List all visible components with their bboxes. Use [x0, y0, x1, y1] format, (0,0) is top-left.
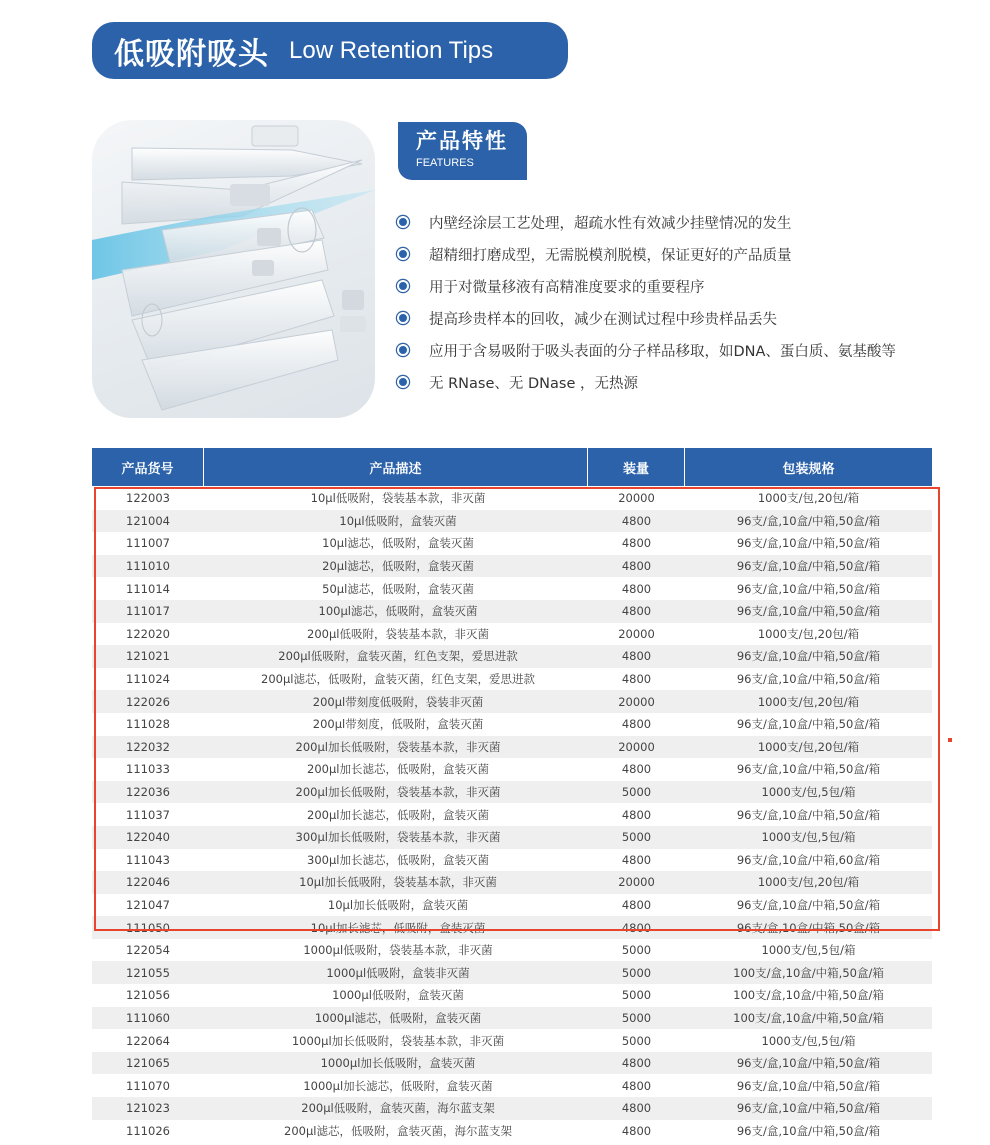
table-row: [92, 1120, 932, 1143]
feature-text: 内壁经涂层工艺处理，超疏水性有效减少挂壁情况的发生: [429, 215, 792, 232]
bullet-icon: [399, 218, 407, 226]
cell-quantity: 4800: [621, 649, 652, 664]
table-row: [92, 690, 932, 713]
cell-item-number: 121023: [126, 1101, 170, 1116]
cell-packaging: 96支/盒,10盒/中箱,50盒/箱: [736, 604, 881, 619]
bullet-icon: [399, 314, 407, 322]
cell-packaging: 96支/盒,10盒/中箱,50盒/箱: [736, 1101, 881, 1116]
feature-item: [396, 238, 896, 270]
cell-description: 200μl加长滤芯，低吸附，盒装灭菌: [307, 807, 489, 822]
cell-item-number: 111037: [126, 807, 170, 822]
cell-packaging: 96支/盒,10盒/中箱,50盒/箱: [736, 513, 881, 528]
table-row: [92, 871, 932, 894]
table-row: [92, 555, 932, 578]
table-row: [92, 984, 932, 1007]
header-item-number: 产品货号: [92, 448, 204, 486]
cell-packaging: 96支/盒,10盒/中箱,50盒/箱: [736, 536, 881, 551]
cell-description: 200μl加长低吸附，袋装基本款，非灭菌: [295, 785, 501, 800]
cell-description: 10μl低吸附，袋装基本款，非灭菌: [310, 491, 486, 506]
cell-quantity: 20000: [618, 491, 655, 506]
cell-description: 1000μl加长低吸附，袋装基本款，非灭菌: [291, 1033, 505, 1048]
cell-quantity: 20000: [618, 694, 655, 709]
header-quantity: 装量: [588, 448, 685, 486]
cell-description: 10μl滤芯，低吸附，盒装灭菌: [322, 536, 474, 551]
cell-description: 10μl低吸附，盒装灭菌: [339, 513, 457, 528]
cell-item-number: 111014: [126, 581, 170, 596]
cell-packaging: 100支/盒,10盒/中箱,50盒/箱: [733, 965, 884, 980]
cell-description: 200μl低吸附，袋装基本款，非灭菌: [307, 626, 489, 641]
table-row: [92, 826, 932, 849]
cell-description: 10μl加长低吸附，盒装灭菌: [327, 897, 469, 912]
cell-description: 1000μl低吸附，盒装非灭菌: [326, 965, 470, 980]
cell-quantity: 4800: [621, 672, 652, 687]
bullet-icon: [399, 378, 407, 386]
table-row: [92, 781, 932, 804]
title-cn: 低吸附吸头: [114, 36, 269, 72]
cell-quantity: 5000: [621, 988, 652, 1003]
cell-description: 10μl加长滤芯，低吸附，盒装灭菌: [310, 920, 486, 935]
cell-description: 1000μl加长低吸附，盒装灭菌: [320, 1056, 476, 1071]
pipette-tips-illustration: [92, 120, 375, 418]
cell-item-number: 121004: [126, 513, 170, 528]
cell-description: 50μl滤芯，低吸附，盒装灭菌: [322, 581, 474, 596]
feature-text: 应用于含易吸附于吸头表面的分子样品移取，如DNA、蛋白质、氨基酸等: [429, 343, 896, 360]
feature-item: [396, 366, 896, 398]
table-row: [92, 600, 932, 623]
cell-description: 1000μl滤芯，低吸附，盒装灭菌: [314, 1010, 482, 1025]
cell-item-number: 121055: [126, 965, 170, 980]
feature-item: [396, 334, 896, 366]
cell-item-number: 122032: [126, 739, 170, 754]
table-row: [92, 803, 932, 826]
features-badge-en: FEATURES: [416, 157, 474, 169]
cell-item-number: 122003: [126, 491, 170, 506]
cell-item-number: 111028: [126, 717, 170, 732]
cell-description: 1000μl加长滤芯，低吸附，盒装灭菌: [303, 1078, 493, 1093]
table-row: [92, 916, 932, 939]
cell-item-number: 111070: [126, 1078, 170, 1093]
cell-quantity: 4800: [621, 604, 652, 619]
cell-item-number: 121065: [126, 1056, 170, 1071]
cell-quantity: 4800: [621, 897, 652, 912]
cell-packaging: 1000支/包,5包/箱: [761, 830, 856, 845]
cell-quantity: 4800: [621, 1078, 652, 1093]
feature-item: [396, 206, 896, 238]
cell-packaging: 96支/盒,10盒/中箱,60盒/箱: [736, 852, 881, 867]
feature-text: 超精细打磨成型，无需脱模剂脱模，保证更好的产品质量: [429, 247, 792, 264]
table-row: [92, 645, 932, 668]
cell-quantity: 4800: [621, 717, 652, 732]
table-row: [92, 1029, 932, 1052]
cell-item-number: 121056: [126, 988, 170, 1003]
cell-packaging: 96支/盒,10盒/中箱,50盒/箱: [736, 559, 881, 574]
table-row: [92, 894, 932, 917]
cell-packaging: 100支/盒,10盒/中箱,50盒/箱: [733, 1010, 884, 1025]
cell-packaging: 1000支/包,20包/箱: [757, 626, 860, 641]
cell-packaging: 1000支/包,5包/箱: [761, 785, 856, 800]
cell-description: 200μl加长滤芯，低吸附，盒装灭菌: [307, 762, 489, 777]
product-table: [92, 487, 932, 1142]
cell-quantity: 5000: [621, 1010, 652, 1025]
cell-quantity: 20000: [618, 626, 655, 641]
cell-packaging: 96支/盒,10盒/中箱,50盒/箱: [736, 581, 881, 596]
cell-description: 200μl低吸附，盒装灭菌，海尔蓝支架: [301, 1101, 495, 1116]
header-packaging: 包装规格: [782, 461, 835, 477]
product-photo: [92, 120, 375, 418]
cell-item-number: 111017: [126, 604, 170, 619]
cell-description: 300μl加长滤芯，低吸附，盒装灭菌: [307, 852, 489, 867]
cell-item-number: 111010: [126, 559, 170, 574]
cell-packaging: 1000支/包,20包/箱: [757, 739, 860, 754]
feature-text: 无 RNase、无 DNase ，无热源: [429, 375, 638, 392]
cell-packaging: 96支/盒,10盒/中箱,50盒/箱: [736, 897, 881, 912]
cell-packaging: 1000支/包,20包/箱: [757, 491, 860, 506]
feature-text: 用于对微量移液有高精准度要求的重要程序: [429, 279, 705, 296]
cell-quantity: 4800: [621, 1056, 652, 1071]
cell-packaging: 96支/盒,10盒/中箱,50盒/箱: [736, 807, 881, 822]
cell-quantity: 5000: [621, 943, 652, 958]
cell-description: 200μl带刻度，低吸附，盒装灭菌: [312, 717, 484, 732]
cell-item-number: 122046: [126, 875, 170, 890]
cell-quantity: 4800: [621, 852, 652, 867]
cell-item-number: 111007: [126, 536, 170, 551]
cell-item-number: 122036: [126, 785, 170, 800]
title-banner: [92, 22, 568, 79]
title-en: Low Retention Tips: [289, 36, 494, 64]
cell-quantity: 5000: [621, 830, 652, 845]
table-row: [92, 668, 932, 691]
cell-item-number: 111043: [126, 852, 170, 867]
table-row: [92, 1097, 932, 1120]
cell-packaging: 96支/盒,10盒/中箱,50盒/箱: [736, 649, 881, 664]
cell-quantity: 20000: [618, 739, 655, 754]
features-badge: [398, 122, 527, 180]
cell-packaging: 96支/盒,10盒/中箱,50盒/箱: [736, 920, 881, 935]
features-list: [396, 206, 896, 398]
cell-item-number: 111033: [126, 762, 170, 777]
table-row: [92, 532, 932, 555]
table-header: [92, 448, 932, 486]
cell-description: 10μl加长低吸附，袋装基本款，非灭菌: [299, 875, 497, 890]
cell-packaging: 96支/盒,10盒/中箱,50盒/箱: [736, 672, 881, 687]
cell-quantity: 4800: [621, 1123, 652, 1138]
cell-packaging: 1000支/包,20包/箱: [757, 694, 860, 709]
cell-description: 1000μl低吸附，盒装灭菌: [332, 988, 464, 1003]
table-row: [92, 961, 932, 984]
cell-packaging: 96支/盒,10盒/中箱,50盒/箱: [736, 1078, 881, 1093]
bullet-icon: [399, 282, 407, 290]
cell-description: 1000μl低吸附，袋装基本款，非灭菌: [303, 943, 493, 958]
bullet-icon: [399, 346, 407, 354]
cell-packaging: 96支/盒,10盒/中箱,50盒/箱: [736, 717, 881, 732]
cell-item-number: 122020: [126, 626, 170, 641]
feature-text: 提高珍贵样本的回收，减少在测试过程中珍贵样品丢失: [429, 311, 777, 328]
cell-item-number: 111026: [126, 1123, 170, 1138]
cell-description: 200μl滤芯，低吸附，盒装灭菌，海尔蓝支架: [284, 1123, 512, 1138]
cell-item-number: 122040: [126, 830, 170, 845]
table-row: [92, 939, 932, 962]
table-row: [92, 1074, 932, 1097]
cell-quantity: 5000: [621, 965, 652, 980]
bullet-icon: [399, 250, 407, 258]
table-row: [92, 487, 932, 510]
cell-item-number: 122026: [126, 694, 170, 709]
cell-description: 20μl滤芯，低吸附，盒装灭菌: [322, 559, 474, 574]
cell-description: 200μl低吸附，盒装灭菌，红色支架，爱思进款: [278, 649, 518, 664]
cell-item-number: 122054: [126, 943, 170, 958]
cell-item-number: 111060: [126, 1010, 170, 1025]
cell-packaging: 1000支/包,5包/箱: [761, 1033, 856, 1048]
cell-item-number: 122064: [126, 1033, 170, 1048]
cell-quantity: 20000: [618, 875, 655, 890]
cell-quantity: 4800: [621, 920, 652, 935]
header-description: 产品描述: [204, 448, 588, 486]
cell-quantity: 4800: [621, 1101, 652, 1116]
cell-packaging: 1000支/包,20包/箱: [757, 875, 860, 890]
cell-quantity: 4800: [621, 536, 652, 551]
table-row: [92, 577, 932, 600]
cell-item-number: 111050: [126, 920, 170, 935]
cell-item-number: 121021: [126, 649, 170, 664]
table-row: [92, 1052, 932, 1075]
cell-quantity: 5000: [621, 1033, 652, 1048]
cell-packaging: 96支/盒,10盒/中箱,50盒/箱: [736, 762, 881, 777]
red-marker: [948, 738, 952, 742]
cell-packaging: 96支/盒,10盒/中箱,50盒/箱: [736, 1123, 881, 1138]
feature-item: [396, 270, 896, 302]
cell-description: 200μl带刻度低吸附，袋装非灭菌: [312, 694, 484, 709]
cell-quantity: 4800: [621, 807, 652, 822]
cell-description: 200μl滤芯，低吸附，盒装灭菌，红色支架，爱思进款: [261, 672, 535, 687]
table-row: [92, 758, 932, 781]
table-row: [92, 849, 932, 872]
cell-quantity: 4800: [621, 559, 652, 574]
table-row: [92, 1007, 932, 1030]
cell-item-number: 111024: [126, 672, 170, 687]
cell-description: 100μl滤芯，低吸附，盒装灭菌: [318, 604, 478, 619]
cell-quantity: 4800: [621, 513, 652, 528]
cell-quantity: 5000: [621, 785, 652, 800]
cell-description: 300μl加长低吸附，袋装基本款，非灭菌: [295, 830, 501, 845]
table-row: [92, 736, 932, 759]
features-badge-cn: 产品特性: [416, 129, 508, 153]
cell-quantity: 4800: [621, 762, 652, 777]
table-row: [92, 510, 932, 533]
feature-item: [396, 302, 896, 334]
cell-packaging: 96支/盒,10盒/中箱,50盒/箱: [736, 1056, 881, 1071]
cell-item-number: 121047: [126, 897, 170, 912]
cell-packaging: 1000支/包,5包/箱: [761, 943, 856, 958]
cell-quantity: 4800: [621, 581, 652, 596]
table-row: [92, 713, 932, 736]
table-row: [92, 623, 932, 646]
cell-description: 200μl加长低吸附，袋装基本款，非灭菌: [295, 739, 501, 754]
cell-packaging: 100支/盒,10盒/中箱,50盒/箱: [733, 988, 884, 1003]
